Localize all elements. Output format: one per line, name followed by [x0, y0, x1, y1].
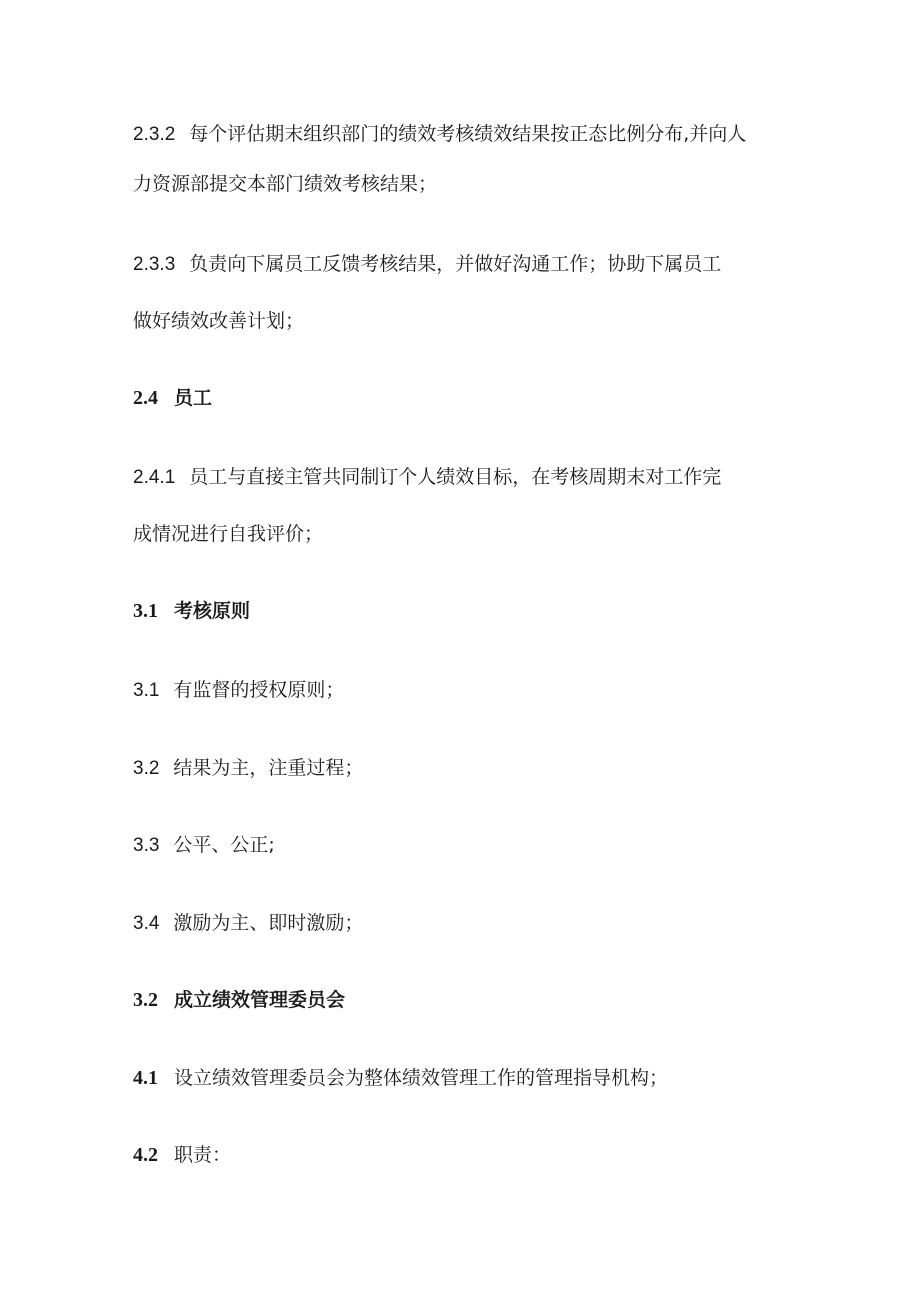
item-text: 结果为主，注重过程；	[173, 757, 364, 779]
clause-number: 2.4.1	[133, 467, 176, 488]
principle-3-2	[133, 755, 363, 782]
heading-number: 3.1	[133, 600, 158, 622]
heading-text: 考核原则	[174, 600, 251, 622]
heading-number: 3.2	[133, 989, 158, 1011]
clause-number: 4.1	[133, 1067, 158, 1089]
clause-2-3-3-continuation: 做好绩效改善计划；	[133, 310, 305, 332]
clause-text: 员工与直接主管共同制订个人绩效目标，在考核周期末对工作完	[189, 466, 722, 488]
clause-number: 2.3.3	[133, 254, 176, 275]
heading-number: 2.4	[133, 387, 158, 409]
clause-4-1	[133, 1065, 668, 1091]
clause-2-3-2-continuation: 力资源部提交本部门绩效考核结果；	[133, 173, 438, 195]
clause-text: 负责向下属员工反馈考核结果，并做好沟通工作；协助下属员工	[189, 253, 722, 275]
item-text: 激励为主、即时激励；	[173, 912, 364, 934]
item-text: 有监督的授权原则；	[173, 679, 345, 701]
clause-2-3-2	[133, 121, 746, 148]
item-text: 公平、公正;	[173, 834, 275, 856]
item-number: 3.1	[133, 680, 160, 701]
clause-2-3-3	[133, 251, 721, 278]
heading-text: 成立绩效管理委员会	[174, 989, 346, 1011]
principle-3-3	[133, 832, 275, 859]
clause-text: 每个评估期末组织部门的绩效考核绩效结果按正态比例分布,并向人	[189, 123, 747, 145]
clause-2-4-1	[133, 464, 721, 491]
clause-number: 4.2	[133, 1144, 158, 1166]
clause-text: 设立绩效管理委员会为整体绩效管理工作的管理指导机构；	[174, 1067, 669, 1089]
item-number: 3.4	[133, 913, 160, 934]
section-heading-3-2	[133, 987, 345, 1013]
section-heading-3-1	[133, 598, 250, 624]
section-heading-2-4	[133, 385, 212, 411]
clause-4-2	[133, 1142, 231, 1168]
principle-3-1	[133, 677, 344, 704]
heading-text: 员工	[174, 387, 213, 409]
item-number: 3.2	[133, 758, 160, 779]
clause-text: 职责：	[174, 1144, 232, 1166]
clause-2-4-1-continuation: 成情况进行自我评价；	[133, 523, 324, 545]
clause-number: 2.3.2	[133, 124, 176, 145]
item-number: 3.3	[133, 835, 160, 856]
principle-3-4	[133, 910, 363, 937]
